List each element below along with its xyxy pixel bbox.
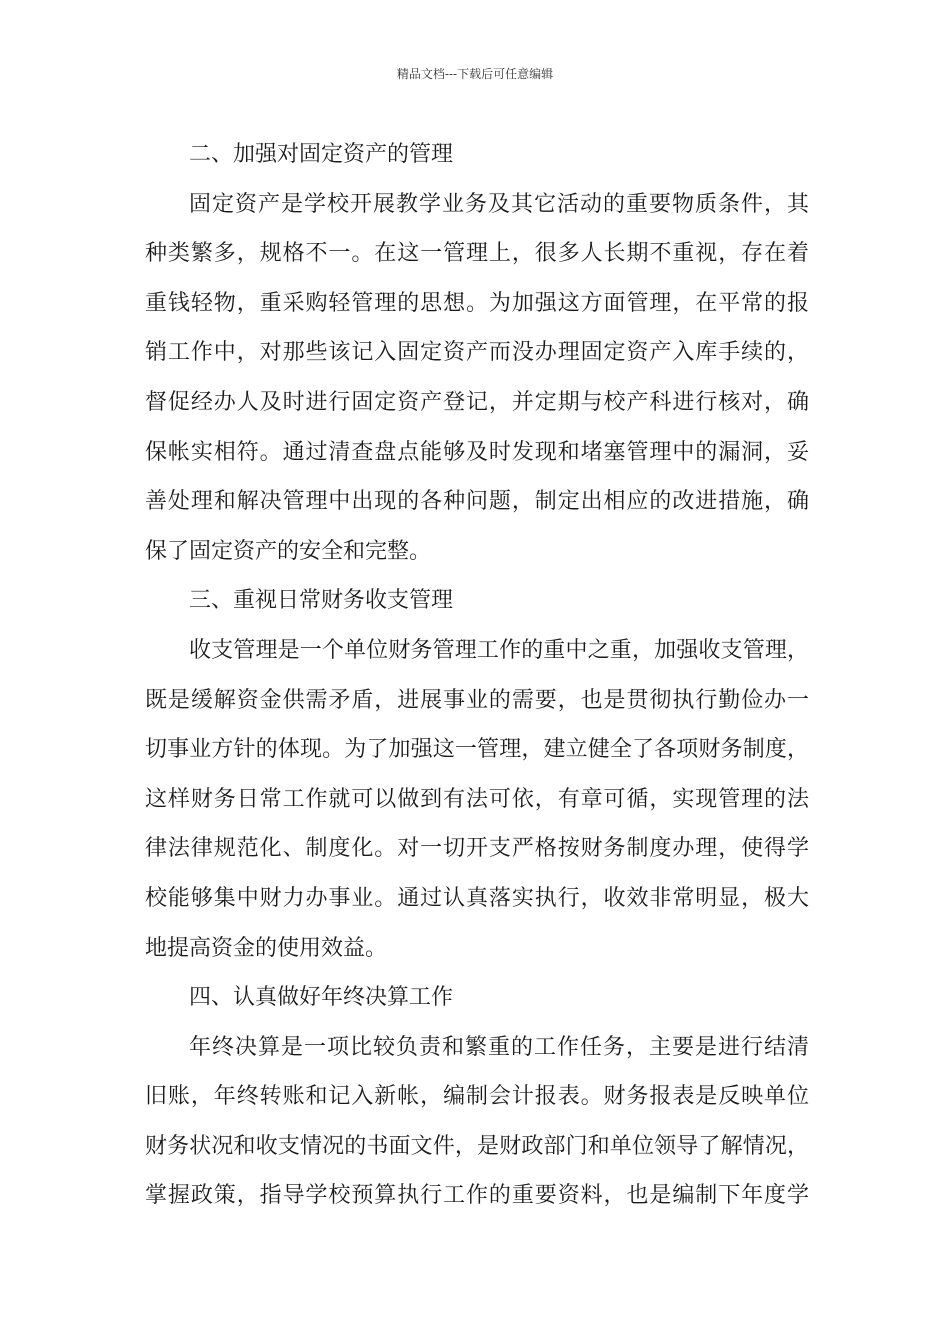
paragraph-line: 切事业方针的体现。为了加强这一管理，建立健全了各项财务制度，	[145, 737, 809, 763]
paragraph-line: 种类繁多，规格不一。在这一管理上，很多人长期不重视，存在着	[145, 241, 809, 267]
paragraph-line: 督促经办人及时进行固定资产登记，并定期与校产科进行核对，确	[145, 389, 809, 415]
paragraph-line: 销工作中，对那些该记入固定资产而没办理固定资产入库手续的，	[145, 340, 809, 366]
paragraph-line: 掌握政策，指导学校预算执行工作的重要资料，也是编制下年度学	[145, 1183, 809, 1209]
paragraph-line: 律法律规范化、制度化。对一切开支严格按财务制度办理，使得学	[145, 836, 809, 862]
paragraph-line: 旧账，年终转账和记入新帐，编制会计报表。财务报表是反映单位	[145, 1084, 809, 1110]
document-body	[145, 130, 809, 1221]
paragraph-line: 善处理和解决管理中出现的各种问题，制定出相应的改进措施，确	[145, 489, 809, 515]
paragraph-line: 保了固定资产的安全和完整。	[145, 538, 432, 564]
paragraph-line: 固定资产是学校开展教学业务及其它活动的重要物质条件，其	[189, 191, 809, 217]
section-heading: 三、重视日常财务收支管理	[189, 588, 454, 614]
paragraph-line: 重钱轻物，重采购轻管理的思想。为加强这方面管理，在平常的报	[145, 290, 809, 316]
paragraph-line: 这样财务日常工作就可以做到有法可依，有章可循，实现管理的法	[145, 786, 809, 812]
section-heading: 二、加强对固定资产的管理	[189, 142, 454, 167]
paragraph-line: 保帐实相符。通过清查盘点能够及时发现和堵塞管理中的漏洞，妥	[145, 439, 809, 465]
paragraph-line: 年终决算是一项比较负责和繁重的工作任务，主要是进行结清	[189, 1034, 809, 1060]
paragraph-line: 收支管理是一个单位财务管理工作的重中之重，加强收支管理，	[189, 637, 809, 663]
paragraph-line: 财务状况和收支情况的书面文件，是财政部门和单位领导了解情况，	[145, 1133, 809, 1159]
paragraph-line: 既是缓解资金供需矛盾，进展事业的需要，也是贯彻执行勤俭办一	[145, 687, 809, 713]
paragraph-line: 校能够集中财力办事业。通过认真落实执行，收效非常明显，极大	[145, 885, 809, 911]
paragraph-line: 地提高资金的使用效益。	[145, 935, 388, 961]
section-heading: 四、认真做好年终决算工作	[189, 985, 454, 1011]
page-header: 精品文档---下载后可任意编辑	[396, 67, 554, 81]
